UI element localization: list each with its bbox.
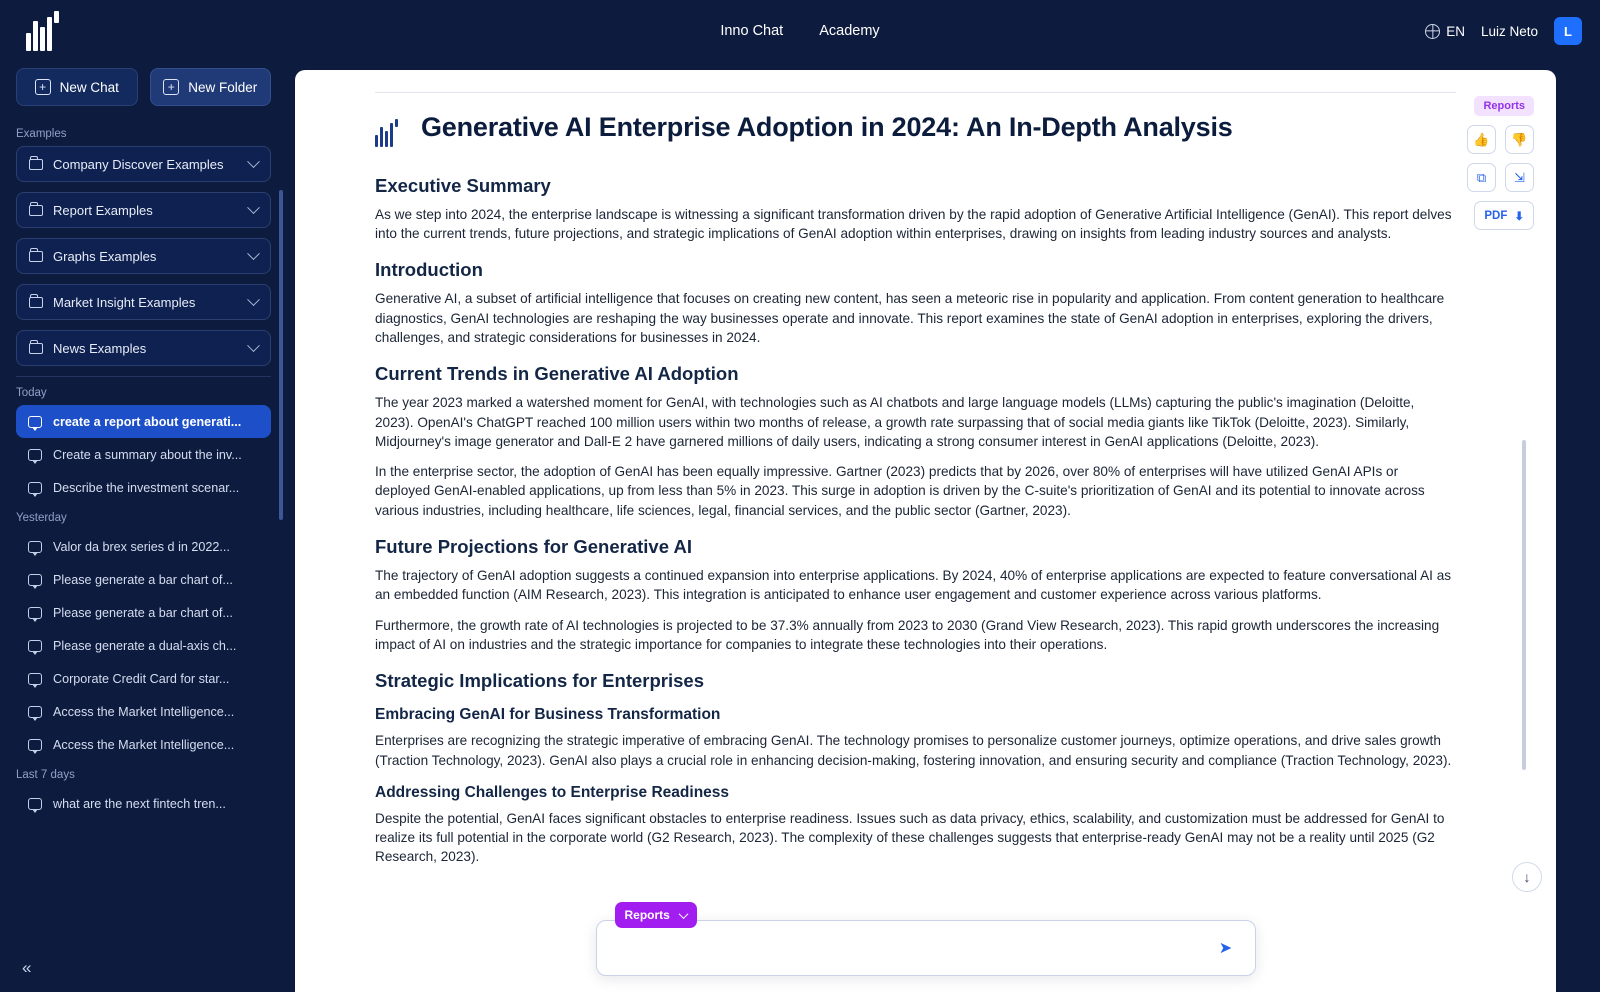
collapse-sidebar-button[interactable]: « — [22, 958, 32, 977]
chevron-down-icon — [247, 339, 260, 352]
chat-item[interactable] — [16, 787, 271, 820]
send-button[interactable]: ➤ — [1218, 940, 1233, 957]
section-heading: Executive Summary — [375, 174, 551, 196]
chat-bubble-icon — [28, 739, 42, 751]
chevron-down-icon — [247, 293, 260, 306]
chat-item-label: Describe the investment scenar... — [53, 480, 240, 495]
sidebar-folder-label: Graphs Examples — [53, 248, 157, 264]
paragraph: As we step into 2024, the enterprise landscape is witnessing a significant transformation driven by the rapid adoption of Generative Artificial Intelligence (GenAI). This report delves into the current trends, future projections, and strategic implications of GenAI adoption within enterprises, drawing on insights from leading industry sources and analysts. — [375, 206, 1452, 242]
nav-item-academy[interactable]: Academy — [819, 23, 880, 39]
mode-label: Reports — [624, 908, 670, 922]
sidebar-folder-report-examples[interactable] — [16, 192, 271, 228]
paragraph: Generative AI, a subset of artificial intelligence that focuses on creating new content, has seen a meteoric rise in popularity and application. From content generation to healthcare diagnostics, GenAI technologies are reshaping the way businesses operate and innovate. This report examines the state of GenAI adoption in enterprises, exploring the drivers, challenges, and strategic considerations for businesses in 2024. — [375, 291, 1445, 345]
sidebar-folder-company-discover-examples[interactable] — [16, 146, 271, 182]
thumbs-up-icon[interactable]: 👍 — [1467, 125, 1496, 154]
new-folder-icon — [163, 79, 179, 95]
chat-bubble-icon — [28, 798, 42, 810]
sidebar-folder-label: News Examples — [53, 340, 147, 356]
chat-item[interactable] — [16, 728, 271, 761]
avatar[interactable]: L — [1554, 17, 1582, 45]
chevron-down-icon — [678, 909, 688, 919]
chat-bubble-icon — [28, 541, 42, 553]
new-chat-button[interactable] — [16, 68, 138, 106]
thumbs-down-icon[interactable]: 👎 — [1505, 125, 1534, 154]
sidebar-folder-label: Market Insight Examples — [53, 294, 196, 310]
new-folder-button[interactable] — [150, 68, 272, 106]
assistant-logo-icon — [375, 119, 405, 147]
chat-item[interactable] — [16, 695, 271, 728]
document-header — [375, 111, 1456, 159]
copy-icon[interactable]: ⧉ — [1467, 163, 1496, 192]
sidebar-scrollbar[interactable] — [279, 190, 283, 520]
folder-icon — [29, 251, 43, 262]
paragraph: Furthermore, the growth rate of AI technologies is projected to be 37.3% annually from 2023 to 2030 (Grand View Research, 2023). This rapid growth underscores the increasing impact of AI on industries and the strategic importance for companies to integrate these technologies into their operations. — [375, 617, 1440, 652]
sidebar-folder-label: Company Discover Examples — [53, 156, 224, 172]
paragraph: Enterprises are recognizing the strategic imperative of embracing GenAI. The technology promises to personalize customer journeys, optimize operations, and drive sales growth (Traction Technology, 2023). GenAI also plays a crucial role in enhancing decision-making, fostering innovation, and ensuring security and compliance (Traction Technology, 2023). — [375, 733, 1452, 768]
page-title: Generative AI Enterprise Adoption in 2024: An In-Depth Analysis — [421, 112, 1233, 142]
scroll-to-bottom-button[interactable]: ↓ — [1512, 862, 1542, 892]
nav-item-inno-chat[interactable]: Inno Chat — [720, 23, 784, 39]
chat-bubble-icon — [28, 706, 42, 718]
chat-item-label: Please generate a bar chart of... — [53, 572, 233, 587]
section-heading: Introduction — [375, 259, 483, 281]
main-content — [287, 62, 1600, 992]
chat-item[interactable] — [16, 596, 271, 629]
group-label-today: Today — [16, 387, 47, 399]
section-heading: Future Projections for Generative AI — [375, 536, 692, 558]
folder-icon — [29, 159, 43, 170]
sidebar-divider — [16, 376, 271, 377]
chat-item-label: Access the Market Intelligence... — [53, 704, 235, 719]
paragraph: The year 2023 marked a watershed moment for GenAI, with technologies such as AI chatbots and large language models (LLMs) capturing the public's imagination (Deloitte, 2023). OpenAI's ChatGPT reached 100 million users within two months of release, a growth rate surpassing that of social media giants like TikTok (Deloitte, 2023). Similarly, Midjourney's image generator and Dall-E 2 have garnered millions of daily users, indicating a strong consumer interest in GenAI applications (Deloitte, 2023). — [375, 395, 1415, 449]
chevron-down-icon — [247, 201, 260, 214]
chat-item[interactable] — [16, 438, 271, 471]
new-folder-label: New Folder — [188, 79, 258, 95]
top-bar-right — [1425, 17, 1582, 45]
paragraph: In the enterprise sector, the adoption of GenAI has been equally impressive. Gartner (2023) predicts that by 2026, over 80% of enterprises will have utilized GenAI APIs or deployed GenAI-enabled applications, up from less than 5% in 2023. This surge in adoption is driven by the C-suite's prioritization of GenAI and its potential to innovate across various industries, including healthcare, life sciences, legal, financial services, and the public sector (Gartner, 2023). — [375, 464, 1425, 518]
chat-bubble-icon — [28, 640, 42, 652]
chat-bubble-icon — [28, 449, 42, 461]
chat-item[interactable] — [16, 405, 271, 438]
document-scrollbar[interactable] — [1522, 440, 1526, 770]
globe-icon — [1425, 24, 1440, 39]
subsection-heading: Addressing Challenges to Enterprise Readiness — [375, 783, 730, 801]
message-input[interactable] — [613, 940, 1213, 957]
chat-bubble-icon — [28, 482, 42, 494]
language-label: EN — [1446, 23, 1465, 39]
user-name: Luiz Neto — [1480, 23, 1538, 39]
pdf-label: PDF — [1484, 209, 1508, 222]
chat-bubble-icon — [28, 607, 42, 619]
feedback-row — [1467, 125, 1534, 154]
composer — [596, 908, 1256, 976]
chat-item[interactable] — [16, 662, 271, 695]
chat-item-label: create a report about generati... — [53, 414, 242, 429]
language-selector[interactable] — [1425, 24, 1465, 39]
body — [0, 62, 1600, 992]
folder-icon — [29, 297, 43, 308]
download-pdf-button[interactable] — [1474, 201, 1534, 230]
chat-bubble-icon — [28, 673, 42, 685]
section-heading: Current Trends in Generative AI Adoption — [375, 363, 739, 385]
chat-item-label: Valor da brex series d in 2022... — [53, 539, 230, 554]
chat-item-label: Corporate Credit Card for star... — [53, 671, 230, 686]
group-label-yesterday: Yesterday — [16, 512, 67, 524]
examples-section-label: Examples — [16, 128, 67, 140]
sidebar — [0, 62, 287, 992]
new-chat-label: New Chat — [59, 79, 119, 95]
status-badge: Reports — [1474, 96, 1534, 116]
sidebar-folder-graphs-examples[interactable] — [16, 238, 271, 274]
chat-item[interactable] — [16, 629, 271, 662]
document-actions — [1442, 96, 1534, 230]
download-icon: ⬇ — [1514, 210, 1524, 223]
chevron-down-icon — [247, 155, 260, 168]
folder-icon — [29, 205, 43, 216]
sidebar-folder-label: Report Examples — [53, 202, 153, 218]
chat-item-label: Please generate a bar chart of... — [53, 605, 233, 620]
chat-item[interactable] — [16, 530, 271, 563]
mode-selector[interactable] — [615, 902, 697, 928]
app-logo-icon — [26, 11, 72, 51]
chat-item-label: what are the next fintech tren... — [53, 796, 226, 811]
document-scroll-area[interactable] — [295, 70, 1556, 992]
new-chat-icon — [35, 79, 51, 95]
chat-bubble-icon — [28, 574, 42, 586]
sidebar-folder-news-examples[interactable] — [16, 330, 271, 366]
chevron-down-icon — [247, 247, 260, 260]
chat-item-label: Access the Market Intelligence... — [53, 737, 235, 752]
subsection-heading: Embracing GenAI for Business Transformation — [375, 706, 721, 724]
share-icon[interactable]: ⇲ — [1505, 163, 1534, 192]
chat-item[interactable] — [16, 563, 271, 596]
chat-item-label: Please generate a dual-axis ch... — [53, 638, 237, 653]
top-bar — [0, 0, 1600, 62]
chat-bubble-icon — [28, 416, 42, 428]
document-card — [295, 70, 1556, 992]
chat-item[interactable] — [16, 471, 271, 504]
document-top-divider — [375, 92, 1456, 93]
section-heading: Strategic Implications for Enterprises — [375, 670, 704, 692]
folder-icon — [29, 343, 43, 354]
top-navigation — [0, 0, 1600, 62]
paragraph: Despite the potential, GenAI faces significant obstacles to enterprise readiness. Issues such as data privacy, ethics, scalability, and customization must be addressed for GenAI to realize its full potential in the corporate world (G2 Research, 2023). The complexity of these challenges suggests that enterprise-ready GenAI may not be a reality until 2025 (G2 Research, 2023). — [375, 810, 1445, 865]
share-row — [1467, 163, 1534, 192]
sidebar-folder-market-insight-examples[interactable] — [16, 284, 271, 320]
group-label-last-7-days: Last 7 days — [16, 769, 75, 781]
paragraph: The trajectory of GenAI adoption suggests a continued expansion into enterprise applications. By 2024, 40% of enterprise applications are expected to feature conversational AI as an embedded function (AIM Research, 2023). This integration is anticipated to enhance user engagement and customer experience across various platforms. — [375, 568, 1452, 603]
chat-item-label: Create a summary about the inv... — [53, 447, 242, 462]
sidebar-scroll-area[interactable] — [0, 120, 287, 948]
sidebar-actions — [0, 62, 287, 120]
